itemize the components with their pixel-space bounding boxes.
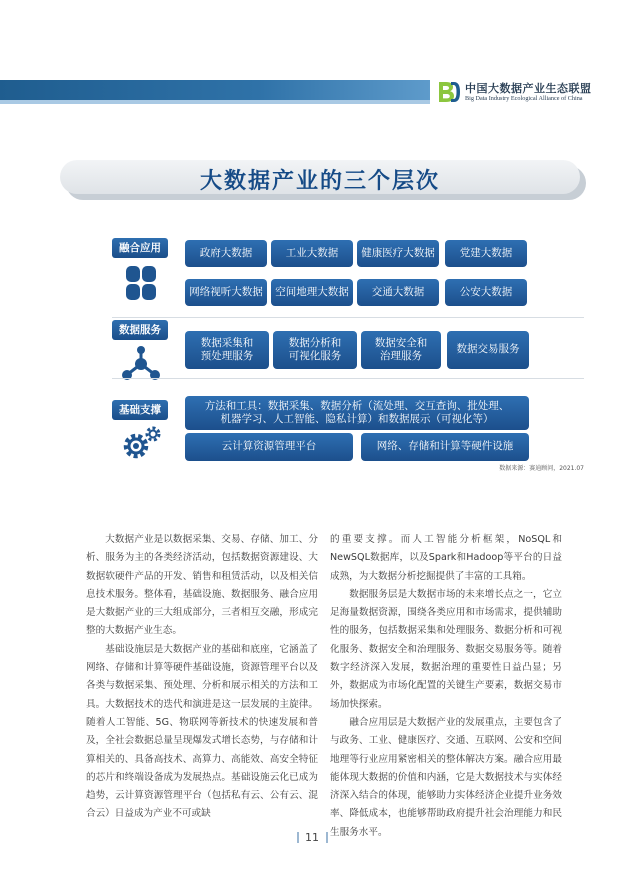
app-box-media: 网络视听大数据 (185, 279, 267, 306)
paragraph: 基础设施层是大数据产业的基础和底座，它涵盖了网络、存储和计算等硬件基础设施，资源管理平台以及各类与数据采集、预处理、分析和展示相关的方法和工具。大数据技术的迭代和演进是这一层发展的主旋律。随着人工智能、5G、物联网等新技术的快速发展和普及，全社会数据总量呈现爆发式增长态势，与存储和计算相关的、具备高技术、高算力、高能效、高安全特征的芯片和终端设备成为发展热点。基础设施云化已成为趋势，云计算资源管理平台（包括私有云、公有云、混合云）日益成为产业不可或缺 (86, 643, 318, 820)
layer-diagram (112, 232, 584, 470)
page-number-bar-left (297, 832, 299, 843)
paragraph: 大数据产业是以数据采集、交易、存储、加工、分析、服务为主的各类经济活动，包括数据资源建设、大数据软硬件产品的开发、销售和租赁活动，以及相关信息技术服务。整体看，基础设施、数据服务、融合应用是大数据产业的三大组成部分，三者相互交融，形成完整的大数据产业生态。 (86, 534, 318, 637)
layer-divider (112, 317, 584, 318)
grid-icon (119, 264, 163, 304)
app-box-government: 政府大数据 (185, 240, 267, 267)
app-box-industry: 工业大数据 (271, 240, 353, 267)
infra-box-cloud: 云计算资源管理平台 (185, 433, 353, 461)
layer-tag-service: 数据服务 (112, 320, 168, 340)
service-box-trading: 数据交易服务 (447, 331, 529, 369)
header-band-accent (0, 100, 430, 104)
paragraph: 融合应用层是大数据产业的发展重点，主要包含了与政务、工业、健康医疗、交通、互联网、公安和空间地理等行业应用紧密相关的整体解决方案。融合应用最能体现大数据的价值和内涵，它是大数据技术与实体经济深入结合的体现，能够助力实体经济企业提升业务效率、降低成本，也能够帮助政府提升社会治理能力和民生服务水平。 (330, 716, 562, 838)
infra-box-hardware: 网络、存储和计算等硬件设施 (361, 433, 529, 461)
page-title: 大数据产业的三个层次 (199, 169, 440, 194)
app-box-geospatial: 空间地理大数据 (271, 279, 353, 306)
service-box-security: 数据安全和 治理服务 (361, 331, 441, 369)
layer-tag-application: 融合应用 (112, 238, 168, 258)
page-number-bar-right (326, 832, 328, 843)
app-box-party: 党建大数据 (445, 240, 527, 267)
service-box-analysis: 数据分析和 可视化服务 (273, 331, 357, 369)
paragraph: 数据服务层是大数据市场的未来增长点之一，它立足海量数据资源，围绕各类应用和市场需求，提供辅助性的服务，包括数据采集和处理服务、数据分析和可视化服务、数据安全和治理服务、数据交易服务等。随着数字经济深入发展，数据治理的重要性日益凸显；另外，数据成为市场化配置的关键生产要素，数据交易市场加快探索。 (330, 588, 562, 710)
app-box-transport: 交通大数据 (357, 279, 439, 306)
org-name-cn: 中国大数据产业生态联盟 (465, 82, 592, 95)
data-source-note: 数据来源：赛迪顾问，2021.07 (499, 465, 584, 472)
paragraph: 的重要支撑。而人工智能分析框架，NoSQL和NewSQL数据库，以及Spark和Hadoop等平台的日益成熟，为大数据分析挖掘提供了丰富的工具箱。 (330, 534, 562, 582)
app-box-health: 健康医疗大数据 (357, 240, 439, 267)
alliance-logo-icon (437, 79, 461, 105)
layer-tag-infrastructure: 基础支撑 (112, 400, 168, 420)
title-banner (60, 160, 580, 194)
org-name-en: Big Data Industry Ecological Alliance of China (465, 95, 583, 102)
infra-box-tools: 方法和工具：数据采集、数据分析（流处理、交互查询、批处理、 机器学习、人工智能、隐私计算）和数据展示（可视化等） (185, 396, 529, 430)
gears-icon (119, 424, 163, 464)
body-column-right (330, 531, 562, 842)
body-column-left (86, 531, 318, 824)
app-box-police: 公安大数据 (445, 279, 527, 306)
page-number: 11 (305, 831, 319, 844)
service-box-collection: 数据采集和 预处理服务 (185, 331, 269, 369)
layer-divider (112, 378, 584, 379)
